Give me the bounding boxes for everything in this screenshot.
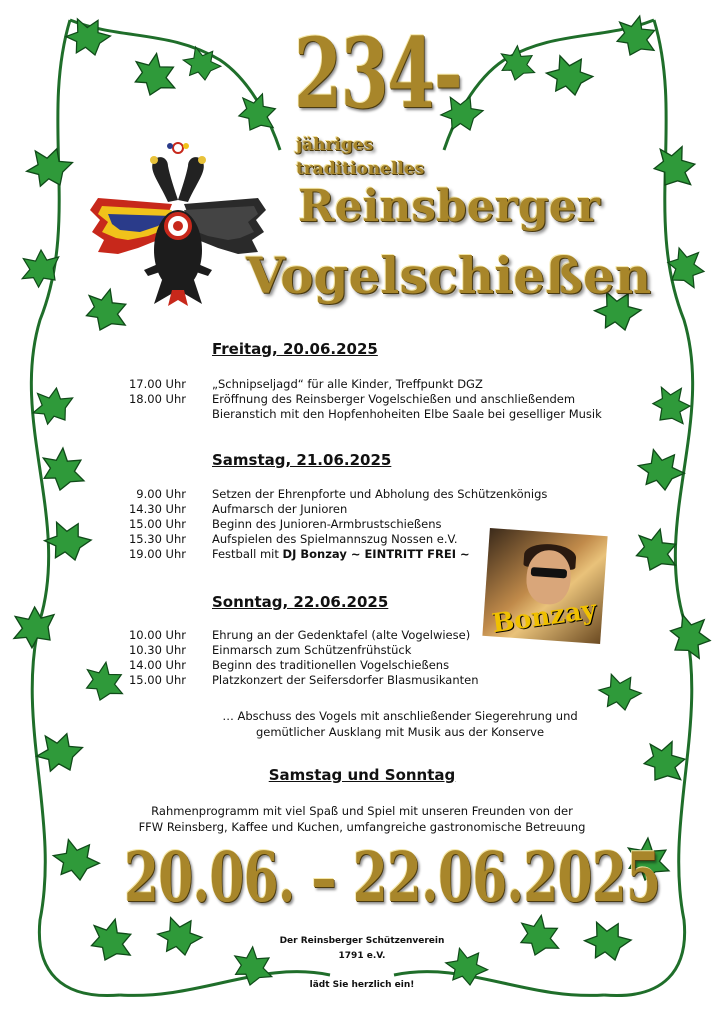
row-time: 15.30 Uhr [128, 532, 186, 546]
row-time: 17.00 Uhr [128, 377, 186, 391]
row-description: Beginn des Junioren-Armbrustschießens [212, 517, 442, 531]
row-description: Aufspielen des Spielmannszug Nossen e.V. [212, 532, 458, 546]
row-description: Setzen der Ehrenpforte und Abholung des Schützenkönigs [212, 487, 548, 501]
title-vogelschiessen: Vogelschießen [246, 246, 652, 305]
friday-heading: Freitag, 20.06.2025 [212, 340, 378, 358]
closing-line-1: … Abschuss des Vogels mit anschließender Siegerehrung und [222, 709, 578, 723]
date-range: 20.06. – 22.06.2025 [124, 838, 661, 918]
row-description: Eröffnung des Reinsberger Vogelschießen und anschließendem [212, 392, 576, 406]
row-description: Einmarsch zum Schützenfrühstück [212, 643, 412, 657]
weekend-line-2: FFW Reinsberg, Kaffee und Kuchen, umfangreiche gastronomische Betreuung [138, 820, 586, 834]
anniversary-number: 234- [294, 17, 462, 130]
saturday-heading: Samstag, 21.06.2025 [212, 451, 392, 469]
row-description: Platzkonzert der Seifersdorfer Blasmusikanten [212, 673, 479, 687]
row-time: 15.00 Uhr [128, 673, 186, 687]
weekend-line-1: Rahmenprogramm mit viel Spaß und Spiel mit unseren Freunden von der [151, 804, 573, 818]
row-time: 15.00 Uhr [128, 517, 186, 531]
row-time: 19.00 Uhr [128, 547, 186, 561]
closing-line-2: gemütlicher Ausklang mit Musik aus der Konserve [255, 725, 545, 739]
row-description: Aufmarsch der Junioren [212, 502, 348, 516]
row-description-prefix: Festball mit [212, 547, 283, 561]
row-description: Ehrung an der Gedenktafel (alte Vogelwiese) [212, 628, 471, 642]
row-time: 14.30 Uhr [128, 502, 186, 516]
row-time: 10.00 Uhr [128, 628, 186, 642]
row-description: Beginn des traditionellen Vogelschießens [212, 658, 450, 672]
row-description: Bieranstich mit den Hopfenhoheiten Elbe Saale bei geselliger Musik [212, 407, 602, 421]
footer-invitation: lädt Sie herzlich ein! [309, 980, 415, 990]
row-description: „Schnipseljagd“ für alle Kinder, Treffpunkt DGZ [212, 377, 483, 391]
footer-club-name: Der Reinsberger Schützenverein [279, 936, 445, 946]
weekend-heading: Samstag und Sonntag [268, 766, 456, 784]
row-time: 14.00 Uhr [128, 658, 186, 672]
dj-photo [482, 528, 607, 644]
subtitle-traditional: traditionelles [296, 159, 425, 179]
eagle-emblem-icon [88, 140, 268, 308]
row-time: 9.00 Uhr [136, 487, 186, 501]
footer-founded: 1791 e.V. [338, 951, 386, 961]
title-reinsberger: Reinsberger [298, 181, 600, 232]
dj-highlight: DJ Bonzay ~ EINTRITT FREI ~ [282, 547, 470, 561]
dj-logo: Bonzay [490, 594, 599, 640]
subtitle-years: jähriges [296, 135, 374, 155]
row-time: 10.30 Uhr [128, 643, 186, 657]
row-time: 18.00 Uhr [128, 392, 186, 406]
sunday-heading: Sonntag, 22.06.2025 [212, 593, 389, 611]
